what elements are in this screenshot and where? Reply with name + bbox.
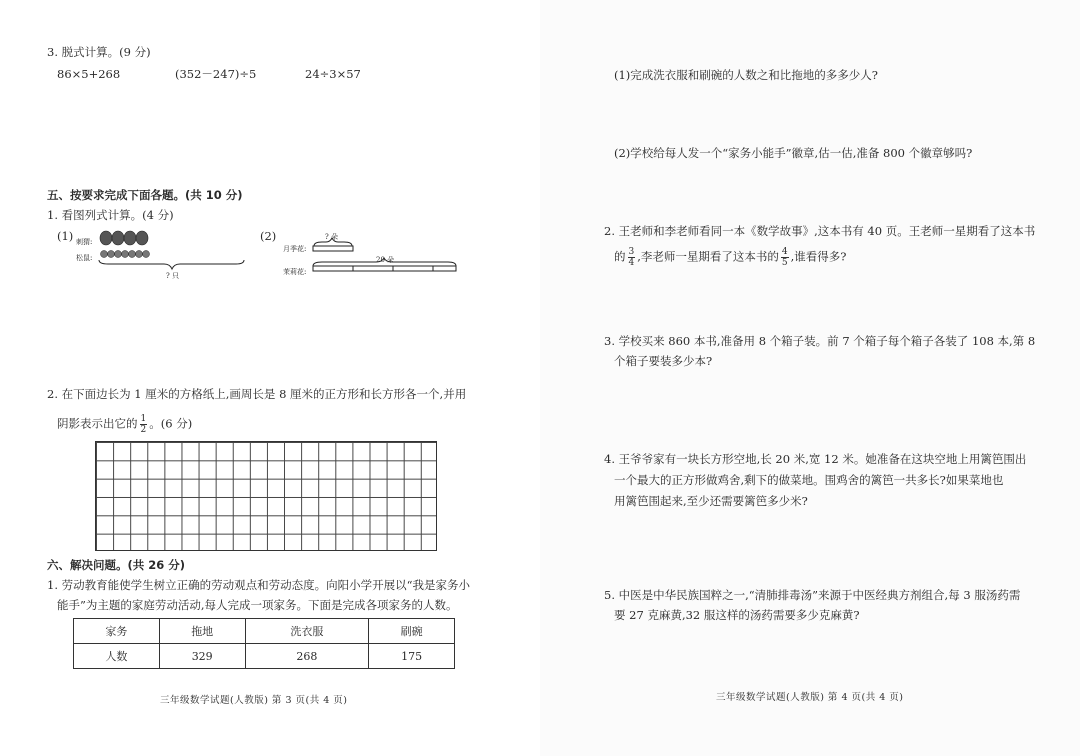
hedgehog-label: 刺猬: (76, 238, 93, 246)
fig2-label: (2) (260, 229, 277, 243)
fig1-label: (1) (57, 229, 74, 243)
fig2-total: 20 朵 (376, 256, 395, 264)
s6-q1-line1: 1. 劳动教育能使学生树立正确的劳动观点和劳动态度。向阳小学开展以“我是家务小 (47, 578, 471, 592)
fig1-question: ? 只 (166, 272, 179, 280)
table-cell: 329 (159, 644, 245, 669)
squirrel-label: 松鼠: (76, 254, 93, 262)
table-cell: 175 (369, 644, 455, 669)
left-footer: 三年级数学试题(人教版) 第 3 页(共 4 页) (160, 695, 348, 706)
r-q1-sub2: (2)学校给每人发一个“家务小能手”徽章,估一估,准备 800 个徽章够吗? (614, 146, 973, 160)
table-cell: 268 (245, 644, 369, 669)
half-fraction: $\frac{1}{2}$ (140, 414, 147, 435)
table-header-row (74, 619, 455, 644)
r-q4-line2: 一个最大的正方形做鸡舍,剩下的做菜地。围鸡舍的篱笆一共多长?如果菜地也 (614, 473, 1004, 487)
r-q3-line2: 个箱子要装多少本? (614, 354, 713, 368)
r-q2-line1: 2. 王老师和李老师看同一本《数学故事》,这本书有 40 页。王老师一星期看了这本书 (604, 224, 1036, 238)
expr-3: 24÷3×57 (305, 67, 361, 81)
table-cell: 拖地 (159, 619, 245, 644)
section5-title: 五、按要求完成下面各题。(共 10 分) (47, 188, 243, 202)
flower-bar-figure (312, 236, 462, 276)
section6-title: 六、解决问题。(共 26 分) (47, 558, 186, 572)
r-q3-line1: 3. 学校买来 860 本书,准备用 8 个箱子装。前 7 个箱子每个箱子各装了 108 本,第 8 (604, 334, 1036, 348)
s5-q2-line2 (57, 414, 192, 435)
rose-label: 月季花: (283, 245, 307, 253)
expr-2: (352－247)÷5 (175, 67, 257, 81)
fraction-four-fifths: $\frac{4}{5}$ (781, 247, 788, 268)
r-q1-sub1: (1)完成洗衣服和刷碗的人数之和比拖地的多多少人? (614, 68, 878, 82)
r-q5-line1: 5. 中医是中华民族国粹之一,“清肺排毒汤”来源于中医经典方剂组合,每 3 服汤药需 (604, 588, 1021, 602)
table-row (74, 644, 455, 669)
table-cell: 洗衣服 (245, 619, 369, 644)
s5-q2-line1: 2. 在下面边长为 1 厘米的方格纸上,画周长是 8 厘米的正方形和长方形各一个,并用 (47, 387, 467, 401)
square-grid-paper[interactable] (95, 441, 437, 551)
expr-1: 86×5+268 (57, 67, 121, 81)
table-cell: 刷碗 (369, 619, 455, 644)
table-cell: 家务 (74, 619, 160, 644)
s5-q2-suffix: 。(6 分) (149, 416, 193, 431)
fig2-question: ? 朵 (325, 233, 338, 241)
right-page (540, 0, 1080, 756)
r-q4-line3: 用篱笆围起来,至少还需要篱笆多少米? (614, 494, 808, 508)
chores-table (73, 618, 455, 669)
r-q2-line2: 的 $\frac{3}{4}$ ,李老师一星期看了这本书的 $\frac{4}{5}$ ,谁看得多? (614, 247, 847, 268)
q3-title: 3. 脱式计算。(9 分) (47, 45, 151, 59)
r-q5-line2: 要 27 克麻黄,32 服这样的汤药需要多少克麻黄? (614, 608, 860, 622)
s5-q2-prefix: 阴影表示出它的 (57, 416, 138, 431)
s5-q1-title: 1. 看图列式计算。(4 分) (47, 208, 174, 222)
right-footer: 三年级数学试题(人教版) 第 4 页(共 4 页) (716, 692, 904, 703)
jasmine-label: 茉莉花: (283, 268, 307, 276)
s6-q1-line2: 能手”为主题的家庭劳动活动,每人完成一项家务。下面是完成各项家务的人数。 (57, 598, 458, 612)
table-cell: 人数 (74, 644, 160, 669)
fraction-three-quarters: $\frac{3}{4}$ (628, 247, 635, 268)
r-q4-line1: 4. 王爷爷家有一块长方形空地,长 20 米,宽 12 米。她准备在这块空地上用篱笆围出 (604, 452, 1027, 466)
